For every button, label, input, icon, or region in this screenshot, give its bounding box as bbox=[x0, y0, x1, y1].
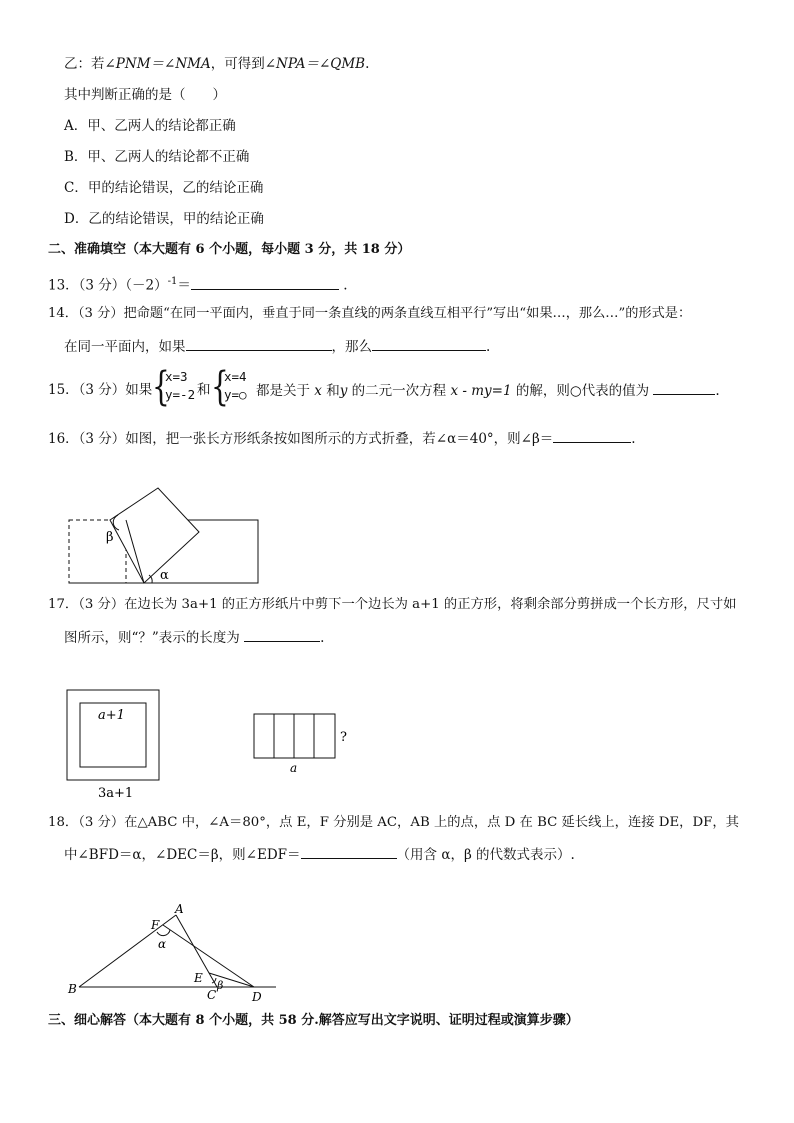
q17-inner-label: a+1 bbox=[98, 708, 125, 723]
q14-line1: 14．（3 分）把命题“在同一平面内，垂直于同一条直线的两条直线互相平行”写出“如果…，那么…”的形式是： bbox=[48, 306, 692, 321]
q12-option-b: B．甲、乙两人的结论都不正确 bbox=[64, 149, 250, 165]
q17-question-mark: ? bbox=[340, 730, 347, 745]
q12-option-a: A．甲、乙两人的结论都正确 bbox=[64, 118, 236, 134]
q12-question: 其中判断正确的是（ ） bbox=[64, 87, 226, 103]
q18-label-E: E bbox=[194, 971, 203, 985]
q17-outer-label: 3a+1 bbox=[98, 786, 134, 801]
section-2-heading: 二、准确填空（本大题有 6 个小题，每小题 3 分，共 18 分） bbox=[48, 242, 411, 257]
q12-yi-statement: 乙：若∠PNM＝∠NMA，可得到∠NPA＝∠QMB. bbox=[64, 56, 370, 72]
q18-line-FD bbox=[163, 925, 254, 987]
q12-option-d: D．乙的结论错误，甲的结论正确 bbox=[64, 211, 264, 227]
q18-label-A: A bbox=[175, 902, 184, 916]
q18-label-F: F bbox=[151, 918, 160, 932]
q17-line1: 17．（3 分）在边长为 3a+1 的正方形纸片中剪下一个边长为 a+1 的正方形，将剩余部分剪拼成一个长方形，尺寸如 bbox=[48, 597, 737, 612]
q15-system-2: x=4 y=○ bbox=[224, 369, 247, 402]
q13: 13．（3 分）$(-2)^{-1}=$ . bbox=[48, 276, 348, 294]
q15-brace-1: { bbox=[152, 364, 170, 410]
q15-prefix: 15．（3 分）如果 bbox=[48, 382, 153, 398]
q18-line-BA bbox=[79, 915, 176, 987]
q17-bottom-label: a bbox=[290, 761, 298, 775]
q17-line2: 图所示，则“？”表示的长度为 . bbox=[64, 627, 324, 648]
q16-text: 16．（3 分）如图，把一张长方形纸条按如图所示的方式折叠，若∠α＝40°，则∠β＝ . bbox=[48, 428, 636, 449]
q15-rest: 都是关于 x 和y 的二元一次方程 x - my=1 的解，则○代表的值为 . bbox=[256, 380, 720, 401]
q15-and: 和 bbox=[197, 382, 211, 398]
q15-system-1: x=3 y=-2 bbox=[165, 369, 196, 402]
section-3-heading: 三、细心解答（本大题有 8 个小题，共 58 分.解答应写出文字说明、证明过程或演算步骤） bbox=[48, 1013, 579, 1028]
q14-line2: 在同一平面内，如果 ，那么 . bbox=[64, 336, 490, 357]
q18-line1: 18．（3 分）在△ABC 中，∠A＝80°，点 E，F 分别是 AC，AB 上的点，点 D 在 BC 延长线上，连接 DE，DF，其 bbox=[48, 815, 739, 830]
q18-label-C: C bbox=[207, 988, 217, 1002]
q18-label-beta: β bbox=[217, 979, 224, 992]
q18-label-D: D bbox=[252, 990, 262, 1004]
q16-beta-label: β bbox=[106, 530, 114, 545]
q18-label-alpha: α bbox=[158, 937, 167, 951]
q16-alpha-label: α bbox=[160, 568, 169, 583]
q18-line2: 中∠BFD＝α，∠DEC＝β，则∠EDF＝ （用含 α，β 的代数式表示）. bbox=[64, 844, 575, 865]
q18-label-B: B bbox=[68, 982, 77, 996]
q12-option-c: C．甲的结论错误，乙的结论正确 bbox=[64, 180, 264, 196]
q15-brace-2: { bbox=[211, 364, 229, 410]
